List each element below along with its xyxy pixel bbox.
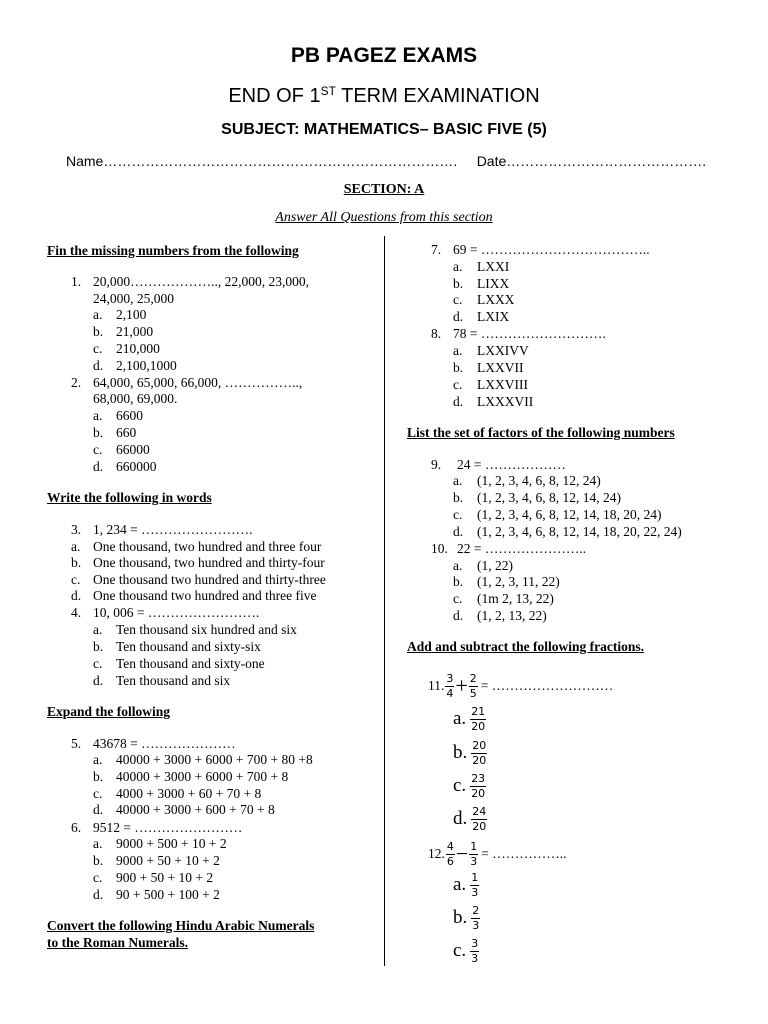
heading-expand: Expand the following: [47, 704, 171, 719]
q7-option-c: c. LXXX: [453, 292, 515, 307]
q11-option-c: c. $\frac{23}{20}$: [453, 771, 486, 800]
q12-operator: −: [455, 840, 469, 866]
q9-text: 24 = ………………: [457, 457, 566, 472]
q5-option-c: c. 4000 + 3000 + 60 + 70 + 8: [93, 786, 262, 801]
q4-option-b: b. Ten thousand and sixty-six: [93, 639, 261, 654]
q1-option-c: c. 210,000: [93, 341, 160, 356]
q11-option-b: b. $\frac{20}{20}$: [453, 738, 487, 767]
heading-convert-line2: to the Roman Numerals.: [47, 935, 188, 950]
q3-text: 1, 234 = …………………….: [93, 522, 253, 537]
q2-option-b: b. 660: [93, 425, 137, 440]
q11-number: 11.: [428, 677, 445, 693]
section-instruction: Answer All Questions from this section: [275, 210, 493, 225]
q12-option-c: c. $\frac{3}{3}$: [453, 936, 479, 965]
exam-title-sup: ST: [320, 84, 336, 98]
q9-option-c: c. (1, 2, 3, 4, 6, 8, 12, 14, 18, 20, 24): [453, 507, 662, 522]
q4-text: 10, 006 = …………………….: [93, 605, 260, 620]
q7-text: 69 = ………………………………..: [453, 242, 650, 257]
q4-option-d: d. Ten thousand and six: [93, 673, 231, 688]
q2-option-a: a. 6600: [93, 408, 143, 423]
exam-title-post: TERM EXAMINATION: [335, 85, 540, 107]
q2-text-line1: 64,000, 65,000, 66,000, ……………..,: [93, 375, 303, 390]
q11-option-a: a. $\frac{21}{20}$: [453, 704, 486, 733]
q8-option-c: c. LXXVIII: [453, 377, 528, 392]
q5-number: 5.: [71, 736, 82, 751]
q10-option-a: a. (1, 22): [453, 558, 513, 573]
name-date-line: [66, 153, 706, 169]
q6-option-c: c. 900 + 50 + 10 + 2: [93, 870, 214, 885]
q1-text-line1: 20,000……………….., 22,000, 23,000,: [93, 274, 309, 289]
q10-text: 22 = …………………..: [457, 541, 587, 556]
q11-fraction-b: $\frac{2}{5}$: [469, 671, 477, 700]
q6-option-d: d. 90 + 500 + 100 + 2: [93, 887, 220, 902]
q3-option-d: d. One thousand two hundred and three five: [71, 588, 317, 603]
q2-text-line2: 68,000, 69,000.: [93, 391, 178, 406]
name-field-label: Name………………………………………………………………….: [66, 153, 458, 169]
q7-option-b: b. LIXX: [453, 276, 510, 291]
heading-convert-line1: Convert the following Hindu Arabic Numerals: [47, 918, 315, 933]
q3-option-c: c. One thousand two hundred and thirty-three: [71, 572, 326, 587]
q12-expression: [428, 836, 567, 872]
q10-option-c: c. (1m 2, 13, 22): [453, 591, 554, 606]
q5-option-a: a. 40000 + 3000 + 6000 + 700 + 80 +8: [93, 752, 313, 767]
q2-option-d: d. 660000: [93, 459, 157, 474]
q7-option-a: a. LXXI: [453, 259, 510, 274]
q12-number: 12.: [428, 845, 445, 861]
q1-option-d: d. 2,100,1000: [93, 358, 177, 373]
heading-fractions: Add and subtract the following fractions.: [407, 639, 645, 654]
q4-option-a: a. Ten thousand six hundred and six: [93, 622, 297, 637]
q11-fraction-a: $\frac{3}{4}$: [446, 671, 454, 700]
q11-tail: = ………………………: [480, 677, 614, 693]
q12-fraction-a: $\frac{4}{6}$: [446, 839, 454, 868]
q4-option-c: c. Ten thousand and sixty-one: [93, 656, 265, 671]
school-title: PB PAGEZ EXAMS: [290, 44, 478, 67]
q10-option-b: b. (1, 2, 3, 11, 22): [453, 574, 560, 589]
q9-option-d: d. (1, 2, 3, 4, 6, 8, 12, 14, 18, 20, 22, 24): [453, 524, 682, 539]
q6-number: 6.: [71, 820, 82, 835]
q11-expression: [428, 668, 613, 704]
q11-option-d: d. $\frac{24}{20}$: [453, 804, 487, 833]
q9-number: 9.: [431, 457, 442, 472]
q11-operator: +: [455, 672, 468, 698]
subject-title: SUBJECT: MATHEMATICS– BASIC FIVE (5): [221, 121, 547, 138]
q12-tail: = ……………..: [481, 845, 567, 861]
q6-option-b: b. 9000 + 50 + 10 + 2: [93, 853, 220, 868]
q9-option-a: a. (1, 2, 3, 4, 6, 8, 12, 24): [453, 473, 601, 488]
q12-option-b: b. $\frac{2}{3}$: [453, 903, 480, 932]
q1-text-line2: 24,000, 25,000: [93, 291, 174, 306]
q4-number: 4.: [71, 605, 82, 620]
column-divider: [384, 236, 385, 966]
q1-option-a: a. 2,100: [93, 307, 147, 322]
q12-fraction-b: $\frac{1}{3}$: [470, 839, 478, 868]
exam-title: [0, 84, 768, 108]
q9-option-b: b. (1, 2, 3, 4, 6, 8, 12, 14, 24): [453, 490, 621, 505]
q8-option-d: d. LXXXVII: [453, 394, 534, 409]
q3-option-a: a. One thousand, two hundred and three four: [71, 539, 322, 554]
q8-text: 78 = ……………………….: [453, 326, 606, 341]
q8-option-b: b. LXXVII: [453, 360, 524, 375]
q3-number: 3.: [71, 522, 82, 537]
heading-words: Write the following in words: [47, 490, 212, 505]
q2-option-c: c. 66000: [93, 442, 150, 457]
q1-option-b: b. 21,000: [93, 324, 154, 339]
q3-option-b: b. One thousand, two hundred and thirty-four: [71, 555, 325, 570]
q12-option-a: a. $\frac{1}{3}$: [453, 870, 479, 899]
q10-number: 10.: [431, 541, 448, 556]
q5-option-d: d. 40000 + 3000 + 600 + 70 + 8: [93, 802, 275, 817]
q5-text: 43678 = …………………: [93, 736, 236, 751]
q1-number: 1.: [71, 274, 82, 289]
heading-factors: List the set of factors of the following numbers: [407, 425, 675, 440]
q6-text: 9512 = ……………………: [93, 820, 243, 835]
q5-option-b: b. 40000 + 3000 + 6000 + 700 + 8: [93, 769, 289, 784]
q10-option-d: d. (1, 2, 13, 22): [453, 608, 547, 623]
date-field-label: Date…………………………………….: [476, 153, 707, 169]
q2-number: 2.: [71, 375, 82, 390]
q8-option-a: a. LXXIVV: [453, 343, 529, 358]
q8-number: 8.: [431, 326, 442, 341]
heading-missing-numbers: Fin the missing numbers from the following: [47, 243, 299, 258]
q6-option-a: a. 9000 + 500 + 10 + 2: [93, 836, 227, 851]
q7-option-d: d. LXIX: [453, 309, 510, 324]
section-heading: SECTION: A: [343, 182, 425, 197]
exam-title-pre: END OF 1: [228, 85, 321, 107]
q7-number: 7.: [431, 242, 442, 257]
